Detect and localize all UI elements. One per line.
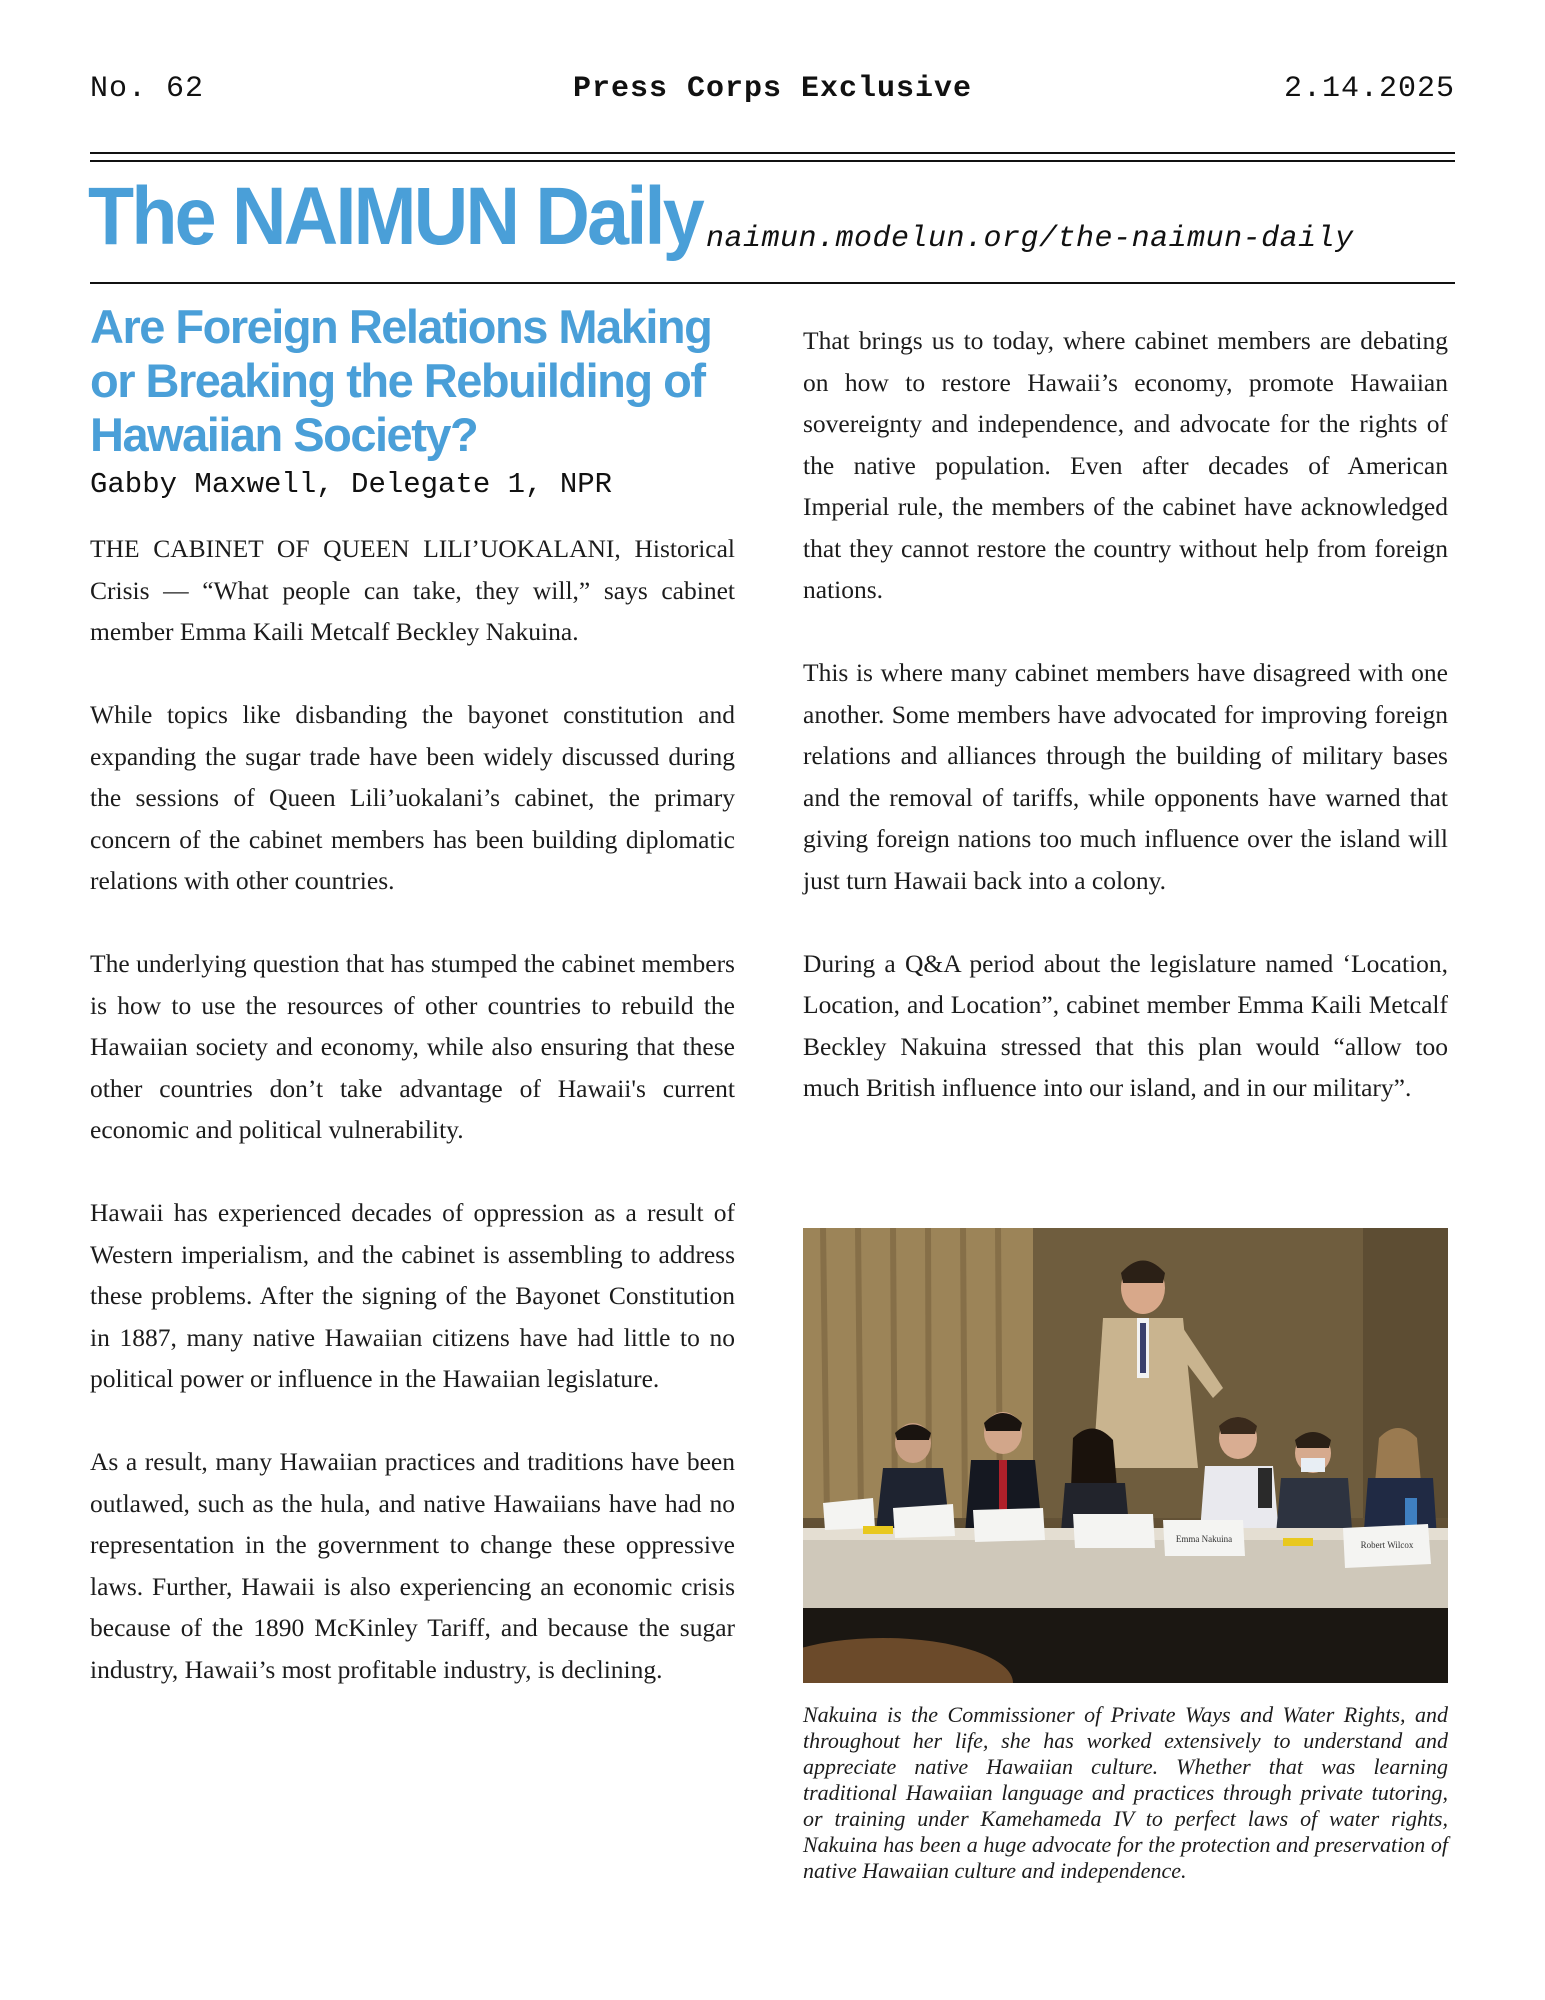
article-photo — [803, 1228, 1448, 1683]
section-label: Press Corps Exclusive — [572, 72, 973, 106]
paragraph: As a result, many Hawaiian practices and traditions have been outlawed, such as the hula, and native Hawaiians have had no representation in the government to change these oppressive laws. Further, Hawaii is also experiencing an economic crisis because of the 1890 McKinley Tariff, and because the sugar industry, Hawaii’s most profitable industry, is declining. — [90, 1447, 735, 1684]
header-rule-bottom — [90, 160, 1455, 162]
photo-caption: Nakuina is the Commissioner of Private Ways and Water Rights, and throughout her life, she has worked extensively to understand and appreciate native Hawaiian culture. Whether that was learning traditional Hawaiian language and practices through private tutoring, or training under Kamehameda IV to perfect laws of water rights, Nakuina has been a huge advocate for the protection and preservation of native Hawaiian culture and independence. — [803, 1702, 1448, 1883]
issue-header — [90, 72, 1455, 112]
issue-date: 2.14.2025 — [1283, 72, 1455, 106]
paragraph: THE CABINET OF QUEEN LILI’UOKALANI, Historical Crisis — “What people can take, they will,” says cabinet member Emma Kaili Metcalf Beckley Nakuina. — [90, 534, 735, 646]
article-headline: Are Foreign Relations Making or Breaking the Rebuilding of Hawaiian Society? — [90, 300, 712, 461]
masthead-title: The NAIMUN Daily — [88, 171, 702, 262]
article-body-left — [90, 528, 735, 1690]
masthead-url[interactable]: naimun.modelun.org/the-naimun-daily — [706, 222, 1354, 256]
article-right-column — [803, 320, 1448, 1150]
paragraph: The underlying question that has stumped the cabinet members is how to use the resources of other countries to rebuild the Hawaiian society and economy, while also ensuring that these other countries don’t take advantage of Hawaii's current economic and political vulnerability. — [90, 949, 735, 1144]
placard-label: Robert Wilcox — [1360, 1540, 1414, 1550]
photo-scene — [803, 1228, 1448, 1683]
paragraph: While topics like disbanding the bayonet constitution and expanding the sugar trade have been widely discussed during the sessions of Queen Lili’uokalani’s cabinet, the primary concern of the cabinet members has been building diplomatic relations with other countries. — [90, 700, 735, 895]
paragraph: Hawaii has experienced decades of oppression as a result of Western imperialism, and the cabinet is assembling to address these problems. After the signing of the Bayonet Constitution in 1887, many native Hawaiian citizens have had little to no political power or influence in the Hawaiian legislature. — [90, 1198, 735, 1393]
article-byline: Gabby Maxwell, Delegate 1, NPR — [90, 468, 613, 501]
paragraph: That brings us to today, where cabinet members are debating on how to restore Hawaii’s economy, promote Hawaiian sovereignty and independence, and advocate for the rights of the native population. Even after decades of American Imperial rule, the members of the cabinet have acknowledged that they cannot restore the country without help from foreign nations. — [803, 326, 1448, 604]
placard-label: Emma Nakuina — [1175, 1534, 1233, 1544]
paragraph: This is where many cabinet members have disagreed with one another. Some members have advocated for improving foreign relations and alliances through the building of military bases and the removal of tariffs, while opponents have warned that giving foreign nations too much influence over the island will just turn Hawaii back into a colony. — [803, 658, 1448, 895]
article-body-right — [803, 320, 1448, 1109]
paragraph: During a Q&A period about the legislature named ‘Location, Location, and Location”, cabinet member Emma Kaili Metcalf Beckley Nakuina stressed that this plan would “allow too much British influence into our island, and in our military”. — [803, 948, 1448, 1102]
masthead-rule — [90, 282, 1455, 284]
issue-number: No. 62 — [90, 72, 205, 106]
header-rule-top — [90, 152, 1455, 154]
article-left-column — [90, 300, 735, 1732]
